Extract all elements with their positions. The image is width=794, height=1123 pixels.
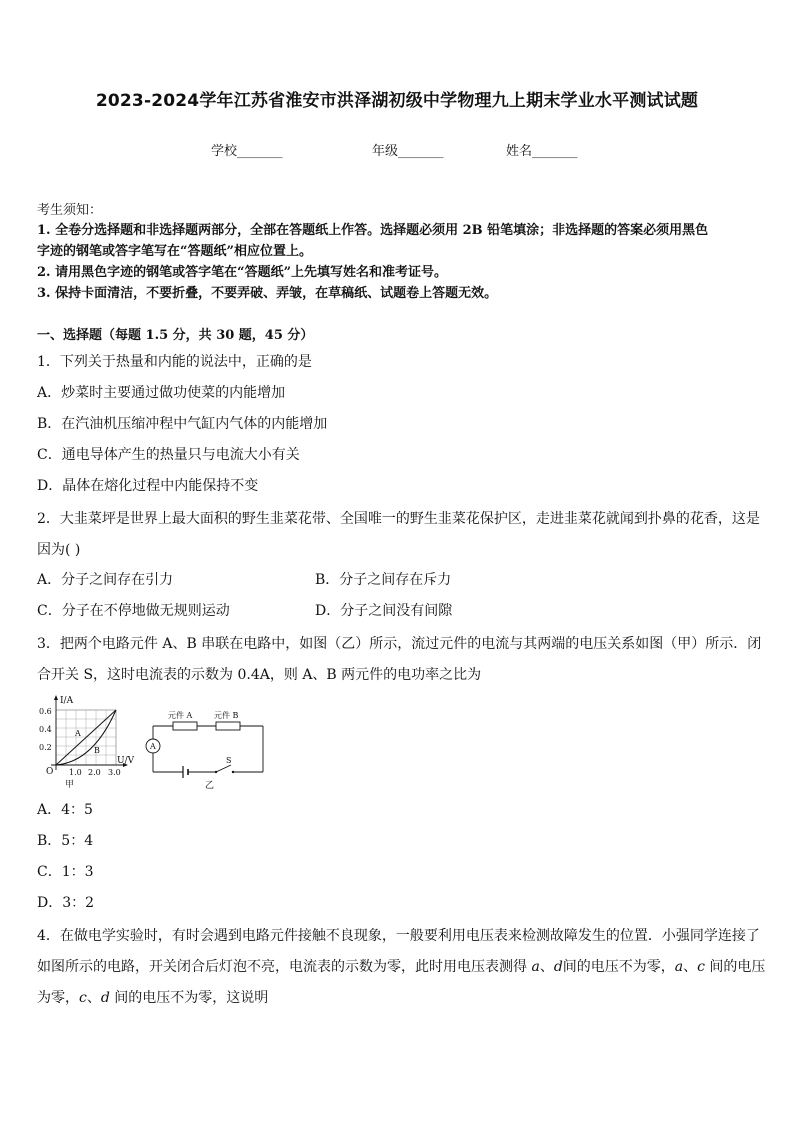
q2-option-b[interactable]: B．分子之间存在斥力 bbox=[315, 572, 452, 588]
question-1-stem: 1．下列关于热量和内能的说法中，正确的是 bbox=[37, 354, 312, 370]
notice-item-3: 3. 保持卡面清洁，不要折叠，不要弄破、弄皱，在草稿纸、试题卷上答题无效。 bbox=[37, 286, 498, 301]
q4-text: 间的电压 bbox=[704, 959, 766, 975]
curve-b-label: B bbox=[94, 746, 100, 755]
exam-title: 2023-2024学年江苏省淮安市洪泽湖初级中学物理九上期末学业水平测试试题 bbox=[95, 91, 699, 111]
element-a-label: 元件 A bbox=[168, 711, 193, 720]
q4-var-d: d bbox=[100, 990, 110, 1006]
school-field[interactable]: 学校_______ bbox=[211, 144, 283, 159]
grade-field[interactable]: 年级_______ bbox=[372, 144, 444, 159]
x-tick-2.0: 2.0 bbox=[88, 768, 101, 777]
q4-text: 间的电压不为零，这说明 bbox=[109, 990, 269, 1006]
y-tick-0.2: 0.2 bbox=[39, 743, 52, 752]
q4-var-c: c bbox=[79, 990, 87, 1006]
y-tick-0.6: 0.6 bbox=[39, 707, 52, 716]
x-axis-label: U/V bbox=[117, 756, 135, 766]
notice-item-2: 2. 请用黑色字迹的钢笔或答字笔在“答题纸”上先填写姓名和准考证号。 bbox=[37, 265, 448, 280]
q2-option-a[interactable]: A．分子之间存在引力 bbox=[37, 572, 174, 588]
q3-option-c[interactable]: C．1：3 bbox=[37, 864, 94, 880]
q1-option-c[interactable]: C．通电导体产生的热量只与电流大小有关 bbox=[37, 447, 300, 463]
section-heading: 一、选择题（每题 1.5 分，共 30 题，45 分） bbox=[37, 328, 314, 343]
q3-option-a[interactable]: A．4：5 bbox=[37, 802, 93, 818]
q4-var-c: c bbox=[697, 959, 705, 975]
question-3-stem-cont: 合开关 S，这时电流表的示数为 0.4A，则 A、B 两元件的电功率之比为 bbox=[37, 667, 482, 683]
q2-option-c[interactable]: C．分子在不停地做无规则运动 bbox=[37, 603, 230, 619]
y-axis-label: I/A bbox=[60, 696, 74, 706]
q1-option-d[interactable]: D．晶体在熔化过程中内能保持不变 bbox=[37, 478, 259, 494]
notice-item-1-cont: 字迹的钢笔或答字笔写在“答题纸”相应位置上。 bbox=[37, 244, 312, 259]
q1-option-a[interactable]: A．炒菜时主要通过做功使菜的内能增加 bbox=[37, 385, 286, 401]
x-tick-1.0: 1.0 bbox=[69, 768, 82, 777]
q4-text: 、 bbox=[683, 959, 698, 975]
q4-text: 、 bbox=[86, 990, 101, 1006]
q4-text: 、 bbox=[539, 959, 554, 975]
question-4-stem-line3 bbox=[37, 988, 268, 1008]
switch-icon bbox=[216, 765, 231, 772]
q2-option-d[interactable]: D．分子之间没有间隙 bbox=[315, 603, 453, 619]
notice-item-1: 1. 全卷分选择题和非选择题两部分，全部在答题纸上作答。选择题必须用 2B 铅笔填涂；非选择题的答案必须用黑色 bbox=[37, 223, 709, 238]
student-info-row bbox=[0, 140, 794, 160]
question-4-stem-line2 bbox=[37, 957, 765, 977]
q3-figure bbox=[33, 692, 273, 792]
switch-label: S bbox=[226, 756, 232, 765]
ammeter-label: A bbox=[150, 742, 156, 751]
question-2-stem: 2．大韭菜坪是世界上最大面积的野生韭菜花带、全国唯一的野生韭菜花保护区，走进韭菜花就闻到扑鼻的花香，这是 bbox=[37, 511, 760, 527]
y-axis-arrow bbox=[54, 695, 58, 700]
y-tick-0.4: 0.4 bbox=[39, 725, 52, 734]
graph-caption: 甲 bbox=[65, 780, 75, 790]
q3-figure-svg bbox=[33, 692, 273, 792]
question-4-stem: 4．在做电学实验时，有时会遇到电路元件接触不良现象，一般要利用电压表来检测故障发生的位置．小强同学连接了 bbox=[37, 928, 760, 944]
iu-graph bbox=[39, 695, 135, 790]
q3-option-d[interactable]: D．3：2 bbox=[37, 895, 95, 911]
q4-var-d: d bbox=[553, 959, 563, 975]
resistor-b bbox=[216, 722, 240, 730]
q4-text: 如图所示的电路，开关闭合后灯泡不亮，电流表的示数为零，此时用电压表测得 bbox=[37, 959, 532, 975]
q4-var-a: a bbox=[674, 959, 684, 975]
resistor-a bbox=[173, 722, 197, 730]
x-tick-3.0: 3.0 bbox=[108, 768, 121, 777]
q4-var-a: a bbox=[531, 959, 540, 975]
question-3-stem: 3．把两个电路元件 A、B 串联在电路中，如图（乙）所示，流过元件的电流与其两端的电压关系如图（甲）所示．闭 bbox=[37, 636, 762, 652]
q4-text: 为零， bbox=[37, 990, 79, 1006]
notice-heading: 考生须知： bbox=[37, 203, 103, 218]
q3-option-b[interactable]: B．5：4 bbox=[37, 833, 94, 849]
q1-option-b[interactable]: B．在汽油机压缩冲程中气缸内气体的内能增加 bbox=[37, 416, 328, 432]
name-field[interactable]: 姓名_______ bbox=[506, 144, 578, 159]
circuit-caption: 乙 bbox=[205, 781, 215, 791]
curve-a-label: A bbox=[75, 729, 81, 738]
q4-text: 间的电压不为零， bbox=[562, 959, 675, 975]
element-b-label: 元件 B bbox=[214, 711, 239, 720]
circuit-diagram bbox=[146, 710, 263, 791]
question-2-stem-cont: 因为( ) bbox=[37, 542, 81, 558]
origin-label: O bbox=[46, 767, 54, 777]
